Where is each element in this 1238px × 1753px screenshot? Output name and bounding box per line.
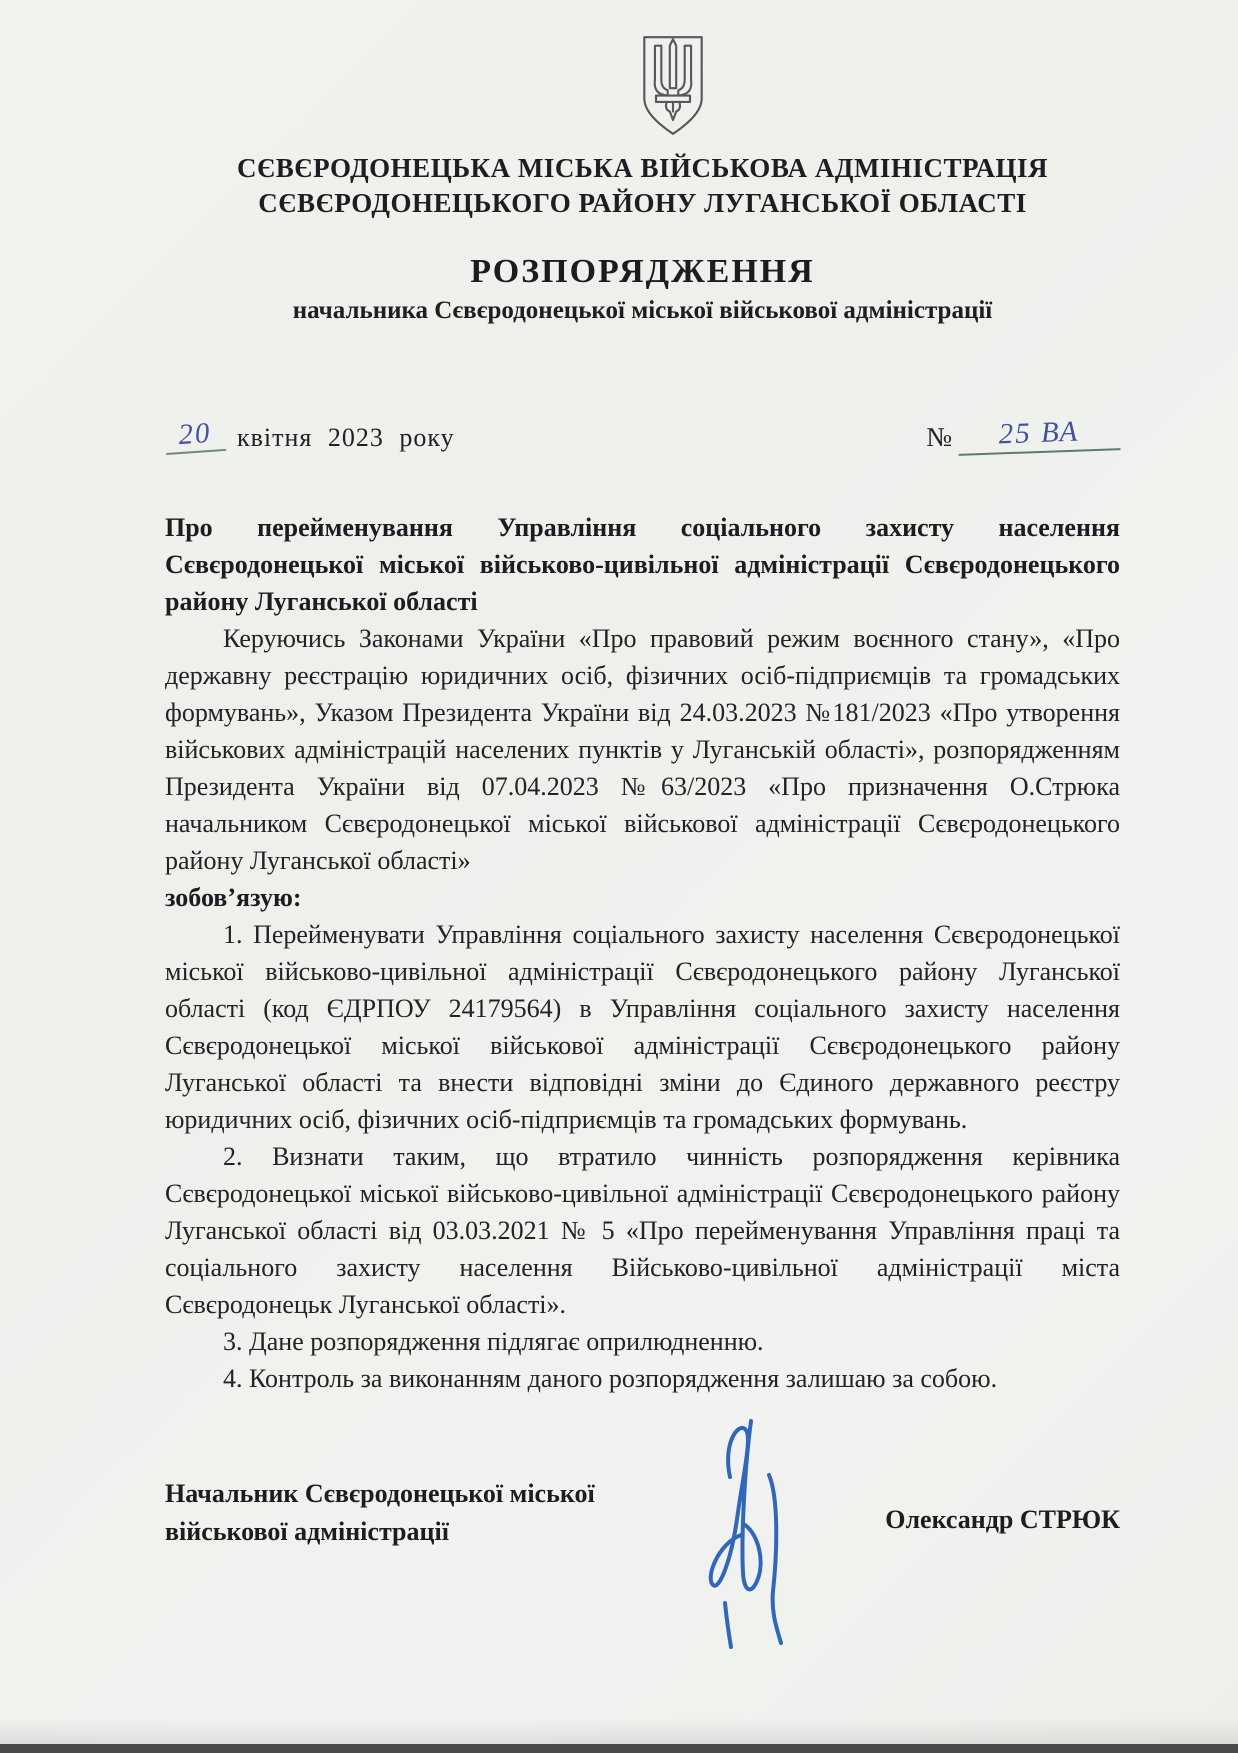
signer-position <box>165 1475 595 1551</box>
date-group <box>165 418 455 453</box>
scan-bottom-edge <box>0 1744 1238 1753</box>
signature-block <box>165 1475 1120 1551</box>
order-item-2: 2. Визнати таким, що втратило чинність розпорядження керівника Сєвєродонецької міської військово-цивільної адміністрації Сєвєродонецького району Луганської області від 03.03.2021 № 5 «Про перейменування Управління праці та соціального захисту населення Військово-цивільної адміністрації міста Сєвєродонецьк Луганської області». <box>165 1142 1120 1319</box>
order-item-1: 1. Перейменувати Управління соціального захисту населення Сєвєродонецької міської військово-цивільної адміністрації Сєвєродонецького району Луганської області (код ЄДРПОУ 24179564) в Управління соціального захисту населення Сєвєродонецької міської військової адміністрації Сєвєродонецького району Луганської області та внести відповідні зміни до Єдиного державного реєстру юридичних осіб, фізичних осіб-підприємців та громадських формувань. <box>165 920 1120 1134</box>
signer-position-line1: Начальник Сєвєродонецької міської <box>165 1479 595 1508</box>
handwritten-day: 20 <box>164 416 226 455</box>
document-subtitle: начальника Сєвєродонецької міської військової адміністрації <box>292 297 993 324</box>
order-item-4: 4. Контроль за виконанням даного розпорядження залишаю за собою. <box>223 1364 998 1393</box>
order-item-3: 3. Дане розпорядження підлягає оприлюдненню. <box>223 1327 764 1356</box>
signer-name: Олександр СТРЮК <box>885 1505 1120 1534</box>
obligation-line: зобов’язую: <box>165 883 302 912</box>
scan-bottom-shadow <box>0 1718 1238 1744</box>
handwritten-signature-icon <box>685 1415 815 1655</box>
preamble-paragraph: Керуючись Законами України «Про правовий режим воєнного стану», «Про державну реєстрацію юридичних осіб, фізичних осіб-підприємців та громадських формувань», Указом Президента України від 24.03.2023 №181/2023 «Про утворення військових адміністрацій населених пунктів у Луганській області», розпорядженням Президента України від 07.04.2023 №63/2023 «Про призначення О.Стрюка начальником Сєвєродонецької міської військової адміністрації Сєвєродонецького району Луганської області» <box>165 624 1120 875</box>
date-number-row <box>165 417 1120 453</box>
number-sign-label: № <box>926 422 952 452</box>
document-title: РОЗПОРЯДЖЕННЯ <box>470 253 815 290</box>
org-name-line2: СЄВЄРОДОНЕЦЬКОГО РАЙОНУ ЛУГАНСЬКОЇ ОБЛАСТІ <box>258 188 1027 218</box>
signer-position-line2: військової адміністрації <box>165 1517 449 1546</box>
org-name-line1: СЄВЄРОДОНЕЦЬКА МІСЬКА ВІЙСЬКОВА АДМІНІСТРАЦІЯ <box>236 153 1048 183</box>
document-number-group <box>926 417 1120 453</box>
subject-paragraph: Про перейменування Управління соціального захисту населення Сєвєродонецької міської військово-цивільної адміністрації Сєвєродонецького району Луганської області <box>165 513 1120 616</box>
coat-of-arms-trident-icon <box>638 35 708 137</box>
printed-date: квітня 2023 року <box>237 423 455 452</box>
handwritten-number: 25 ВА <box>957 414 1120 456</box>
